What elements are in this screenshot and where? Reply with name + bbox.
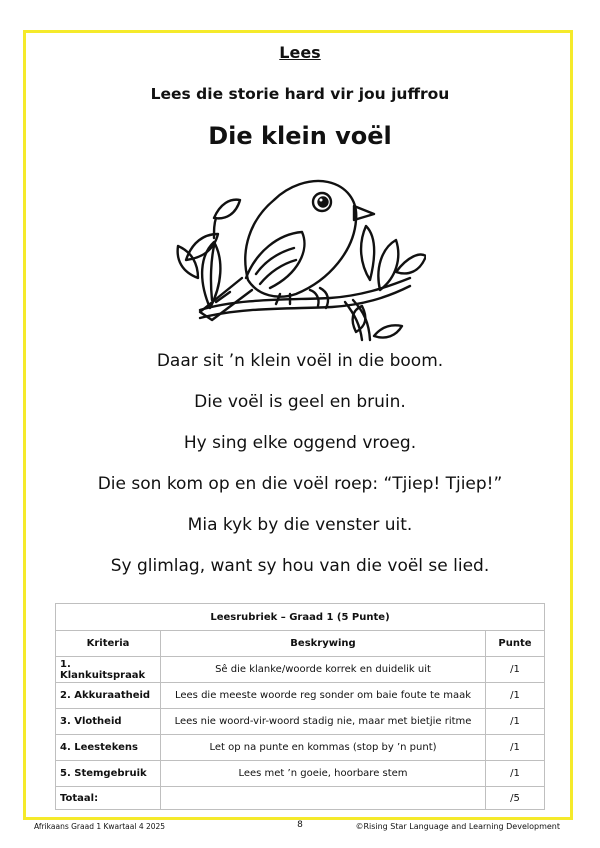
story-line: Die voël is geel en bruin.	[194, 392, 406, 412]
header-criteria: Kriteria	[56, 631, 161, 657]
row-points: /1	[486, 709, 545, 735]
story-line: Mia kyk by die venster uit.	[187, 515, 413, 535]
total-blank	[161, 787, 486, 810]
section-heading: Lees	[279, 43, 321, 62]
row-description: Lees die meeste woorde reg sonder om baie foute te maak	[161, 683, 486, 709]
table-row	[56, 657, 545, 683]
table-row	[56, 735, 545, 761]
footer-copyright: ©Rising Star Language and Learning Development	[355, 822, 560, 831]
row-criteria: 2. Akkuraatheid	[56, 683, 161, 709]
row-criteria: 3. Vlotheid	[56, 709, 161, 735]
rubric-header-row	[56, 631, 545, 657]
rubric-caption: Leesrubriek – Graad 1 (5 Punte)	[56, 604, 545, 631]
row-points: /1	[486, 657, 545, 683]
story-line: Sy glimlag, want sy hou van die voël se lied.	[110, 556, 490, 576]
total-row	[56, 787, 545, 810]
story-line: Die son kom op en die voël roep: “Tjiep! Tjiep!”	[97, 474, 503, 494]
story-line: Hy sing elke oggend vroeg.	[183, 433, 417, 453]
header-description: Beskrywing	[161, 631, 486, 657]
row-description: Lees met ’n goeie, hoorbare stem	[161, 761, 486, 787]
row-description: Let op na punte en kommas (stop by ’n punt)	[161, 735, 486, 761]
footer-course: Afrikaans Graad 1 Kwartaal 4 2025	[34, 822, 166, 831]
row-description: Lees nie woord-vir-woord stadig nie, maar met bietjie ritme	[161, 709, 486, 735]
row-criteria: 1. Klankuitspraak	[56, 657, 161, 683]
bird-on-branch-icon	[170, 160, 426, 350]
total-label: Totaal:	[56, 787, 161, 810]
table-row	[56, 683, 545, 709]
instruction-text: Lees die storie hard vir jou juffrou	[150, 85, 450, 103]
page-number: 8	[297, 820, 303, 830]
story-line: Daar sit ’n klein voël in die boom.	[156, 351, 444, 371]
row-criteria: 4. Leestekens	[56, 735, 161, 761]
header-points: Punte	[486, 631, 545, 657]
row-points: /1	[486, 683, 545, 709]
row-criteria: 5. Stemgebruik	[56, 761, 161, 787]
table-row	[56, 709, 545, 735]
table-row	[56, 761, 545, 787]
rubric-caption-row	[56, 604, 545, 631]
reading-rubric-table	[55, 603, 545, 810]
row-description: Sê die klanke/woorde korrek en duidelik uit	[161, 657, 486, 683]
row-points: /1	[486, 761, 545, 787]
total-points: /5	[486, 787, 545, 810]
story-title: Die klein voël	[208, 122, 392, 150]
row-points: /1	[486, 735, 545, 761]
